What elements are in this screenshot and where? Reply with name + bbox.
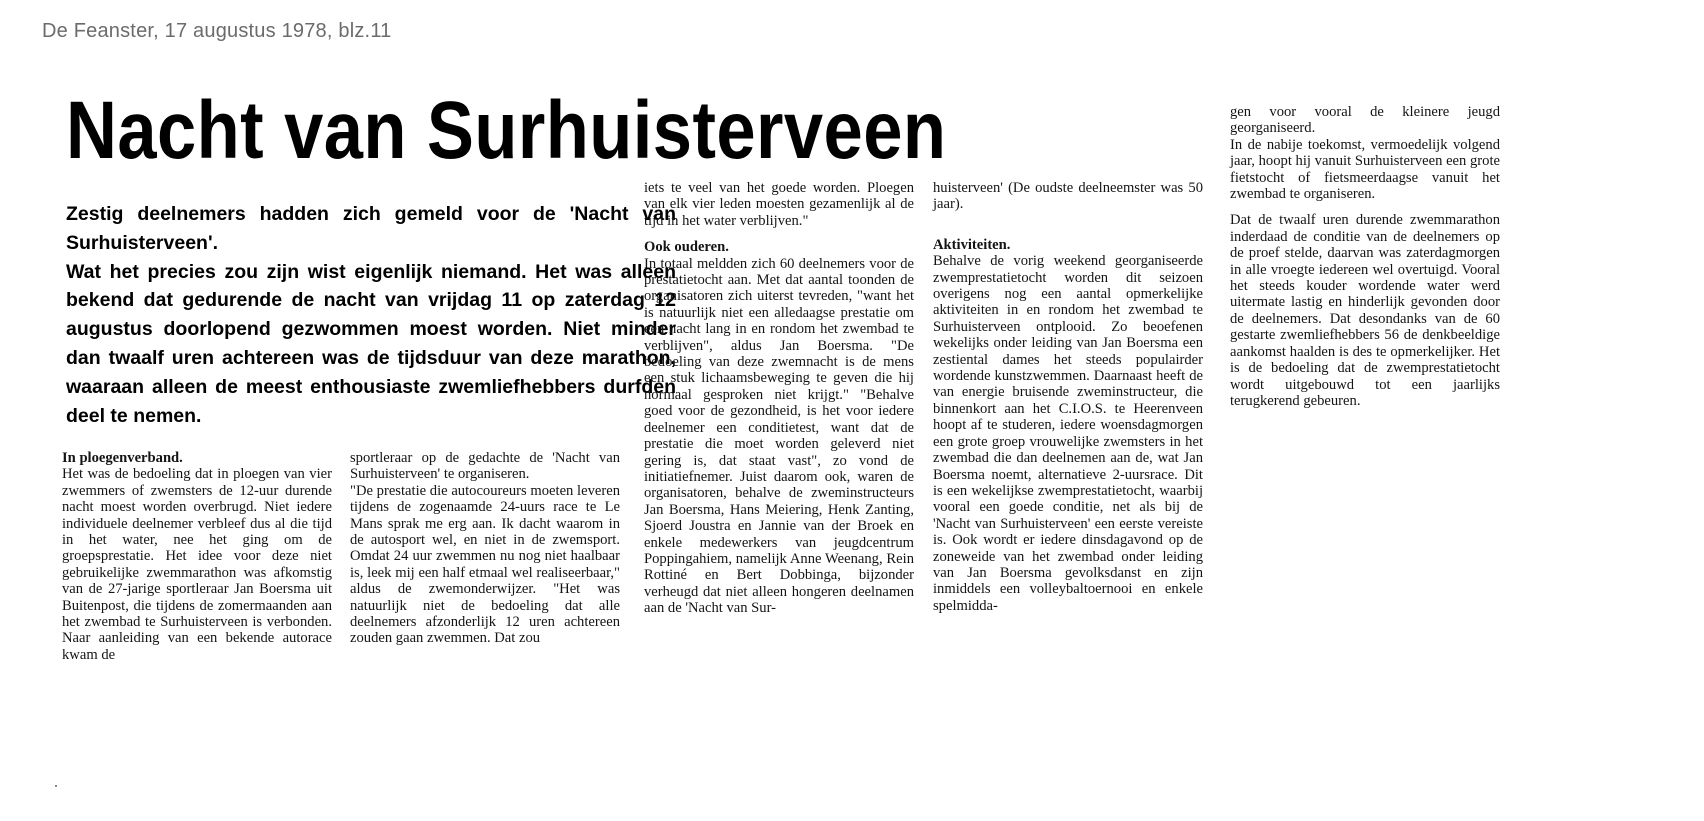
column-paragraph: huisterveen' (De oudste deelneemster was 50 jaar). bbox=[933, 180, 1203, 213]
column-paragraph: Het was de bedoeling dat in ploegen van vier zwemmers of zwemsters de 12-uur durende nacht moest worden overbrugd. Niet iedere individuele deelnemer verbleef dus al die tijd in het water, nee het ging om de groepsprestatie. Het idee voor deze niet gebruikelijke zwemmarathon was afkomstig van de 27-jarige sportleraar Jan Boersma uit Buitenpost, die tijdens de zomermaanden aan het zwembad te Surhuisterveen is verbonden. Naar aanleiding van een bekende autorace kwam de bbox=[62, 466, 332, 663]
column-paragraph: iets te veel van het goede worden. Ploegen van elk vier leden moesten gezamenlijk al de tijd in het water verblijven." bbox=[644, 180, 914, 229]
subheading: Aktiviteiten. bbox=[933, 236, 1011, 253]
column-paragraph: Behalve de vorig weekend georganiseerde zwemprestatietocht worden dit seizoen overigens nog een aantal opmerkelijke aktiviteiten in en rondom het zwembad te Surhuisterveen ontplooid. Zo beoefenen wekelijks onder leiding van Jan Boersma een zestiental dames het steeds populairder wordende kunstzwemmen. Daarnaast heeft de van energie bruisende zweminstructeur, die binnenkort aan het C.I.O.S. te Heerenveen hoopt af te studeren, iedere woensdagmorgen een grote groep vrouwelijke zwemsters in het zwembad die dan deelnemen aan de, wat Jan Boersma noemt, alternatieve 2-uursrace. Dit is een wekelijkse zwemprestatietocht, waarbij vooral een goede conditie, net als bij de 'Nacht van Surhuisterveen' een eerste vereiste is. Ook wordt er iedere dinsdagavond op de zoneweide van het zwembad onder leiding van Jan Boersma gevolksdanst en zijn inmiddels een volleybaltoernooi en enkele spelmidda- bbox=[933, 253, 1203, 614]
column-2 bbox=[350, 450, 620, 647]
subheading: In ploegenverband. bbox=[62, 450, 183, 466]
column-paragraph: In totaal meldden zich 60 deelnemers voor de prestatietocht aan. Met dat aantal toonden de organisatoren zich uiterst tevreden, "want het is natuurlijk niet een alledaagse prestatie om een nacht lang in en rondom het zwembad te verblijven", aldus Jan Boersma. "De bedoeling van deze zwemnacht is de mens een stuk lichaamsbeweging te geven die hij normaal gesproken niet krijgt." "Behalve goed voor de gezondheid, is het voor iedere deelnemer een conditietest, want dat de prestatie die moet worden geleverd niet gering is, dat staat vast", zo vond de initiatiefnemer. Juist daarom ook, waren de organisatoren, behalve de zweminstructeurs Jan Boersma, Hans Meiering, Henk Zanting, Sjoerd Joustra en Jannie van der Broek en enkele medewerkers van jeugdcentrum Poppingahiem, namelijk Anne Weenang, Rein Rottiné en Bert Dobbinga, bijzonder verheugd dat niet alleen hongeren deelnamen aan de 'Nacht van Sur- bbox=[644, 255, 914, 617]
subheading: Ook ouderen. bbox=[644, 239, 729, 256]
intro-block bbox=[66, 200, 676, 430]
column-5 bbox=[1230, 104, 1500, 409]
intro-paragraph: Zestig deelnemers hadden zich gemeld voor de 'Nacht van Surhuisterveen'. bbox=[66, 203, 676, 254]
scan-speck bbox=[55, 785, 57, 787]
column-1 bbox=[62, 450, 332, 663]
column-paragraph: Dat de twaalf uren durende zwemmarathon inderdaad de conditie van de deelnemers op de proef stelde, daarvan was zaterdagmorgen in alle vroegte iedereen wel overtuigd. Vooral het steeds kouder wordende water werd uitermate lastig en hinderlijk gevonden door de deelnemers. Dat desondanks van de 60 gestarte zwemliefhebbers 56 de denkbeeldige aankomst haalden is des te opmerkelijker. Het is de bedoeling dat de zwemprestatietocht wordt uitgebouwd tot een jaarlijks terugkerend gebeuren. bbox=[1230, 212, 1500, 409]
intro-paragraph: Wat het precies zou zijn wist eigenlijk niemand. Het was alleen bekend dat gedurende de nacht van vrijdag 11 op zaterdag 12 augustus doorlopend gezwommen moest worden. Niet minder dan twaalf uren achtereen was de tijdsduur van deze marathon, waaraan alleen de meest enthousiaste zwemliefhebbers durfden deel te nemen. bbox=[66, 260, 676, 427]
column-4 bbox=[933, 180, 1203, 614]
column-paragraph: gen voor vooral de kleinere jeugd georganiseerd. In de nabije toekomst, vermoedelijk volgend jaar, hoopt hij vanuit Surhuisterveen een grote fietstocht of fietsmeerdaagse vanuit het zwembad te organiseren. bbox=[1230, 104, 1500, 203]
column-3 bbox=[644, 180, 914, 617]
column-paragraph: sportleraar op de gedachte de 'Nacht van Surhuisterveen' te organiseren. "De prestatie die autocoureurs moeten leveren tijdens de zogenaamde 24-uurs race te Le Mans sprak me erg aan. Ik dacht waarom in de autosport wel, en niet in de zwemsport. Omdat 24 uur zwemmen nu nog niet haalbaar is, leek mij een half etmaal wel realiseerbaar," aldus de zwemonderwijzer. "Het was natuurlijk niet de bedoeling dat alle deelnemers afzonderlijk 12 uren achtereen zouden gaan zwemmen. Dat zou bbox=[350, 450, 620, 647]
headline: Nacht van Surhuisterveen bbox=[66, 85, 947, 176]
source-line: De Feanster, 17 augustus 1978, blz.11 bbox=[42, 20, 392, 42]
